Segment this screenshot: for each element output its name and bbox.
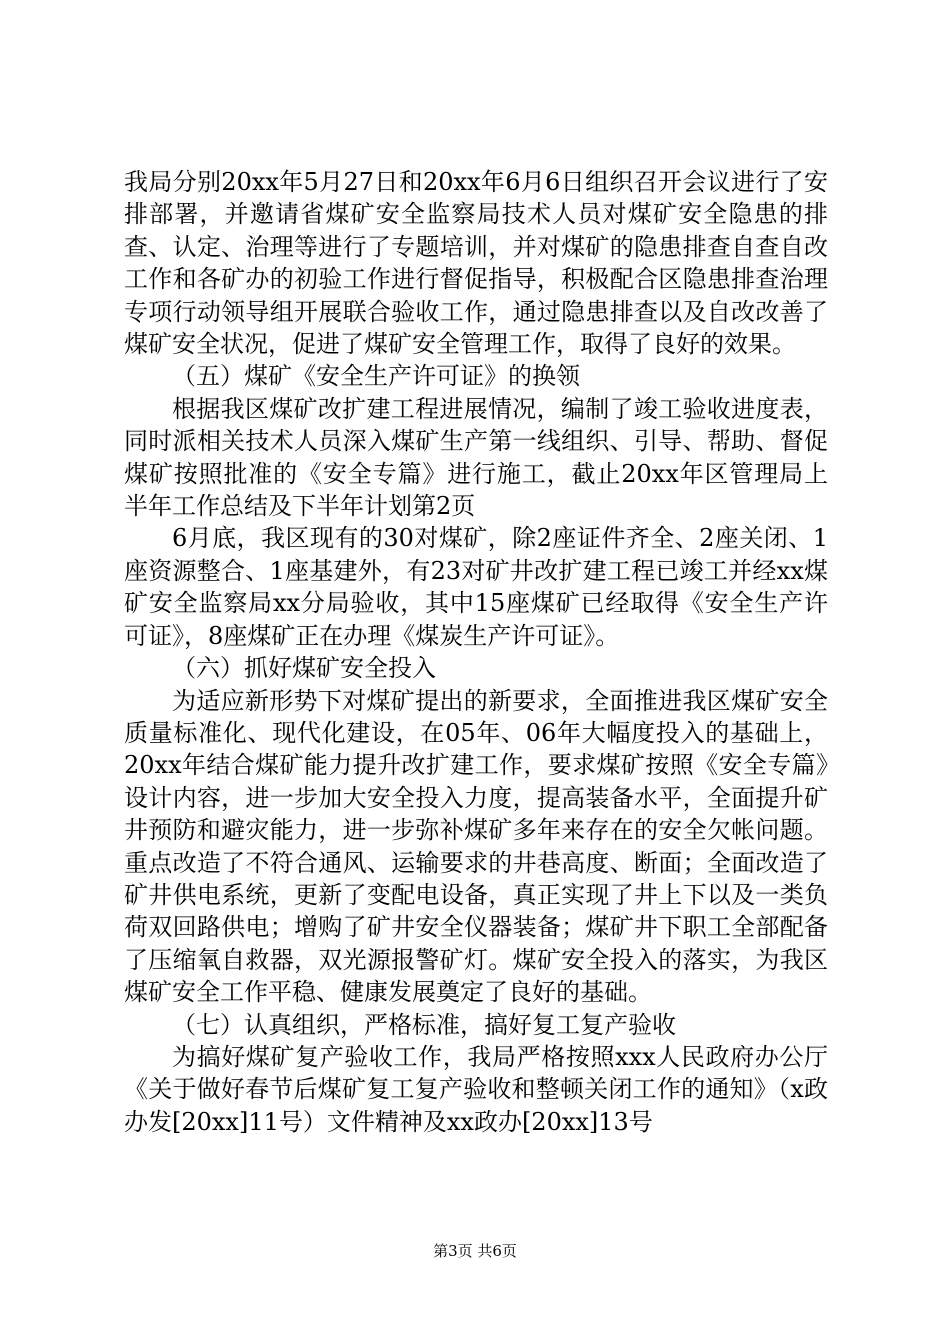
page-footer: 第3页 共6页	[433, 1242, 517, 1260]
document-body	[124, 166, 828, 1138]
section-heading-7: （七）认真组织，严格标准，搞好复工复产验收	[172, 1010, 676, 1039]
section-heading-6: （六）抓好煤矿安全投入	[172, 654, 436, 683]
paragraph-4: 为适应新形势下对煤矿提出的新要求，全面推进我区煤矿安全质量标准化、现代化建设，在05年、06年大幅度投入的基础上，20xx年结合煤矿能力提升改扩建工作，要求煤矿按照《安全专篇》设计内容，进一步加大安全投入力度，提高装备水平，全面提升矿井预防和避灾能力，进一步弥补煤矿多年来存在的安全欠帐问题。重点改造了不符合通风、运输要求的井巷高度、断面；全面改造了矿井供电系统，更新了变配电设备，真正实现了井上下以及一类负荷双回路供电；增购了矿井安全仪器装备；煤矿井下职工全部配备了压缩氧自救器，双光源报警矿灯。煤矿安全投入的落实，为我区煤矿安全工作平稳、健康发展奠定了良好的基础。	[124, 686, 828, 1007]
paragraph-2: 根据我区煤矿改扩建工程进展情况，编制了竣工验收进度表，同时派相关技术人员深入煤矿生产第一线组织、引导、帮助、督促煤矿按照批准的《安全专篇》进行施工，截止20xx年区管理局上半年工作总结及下半年计划第2页	[124, 394, 828, 521]
paragraph-1: 我局分别20xx年5月27日和20xx年6月6日组织召开会议进行了安排部署，并邀请省煤矿安全监察局技术人员对煤矿安全隐患的排查、认定、治理等进行了专题培训，并对煤矿的隐患排查自查自改工作和各矿办的初验工作进行督促指导，积极配合区隐患排查治理专项行动领导组开展联合验收工作，通过隐患排查以及自改改善了煤矿安全状况，促进了煤矿安全管理工作，取得了良好的效果。	[124, 168, 828, 359]
paragraph-5: 为搞好煤矿复产验收工作，我局严格按照xxx人民政府办公厅《关于做好春节后煤矿复工复产验收和整顿关闭工作的通知》（x政办发[20xx]11号）文件精神及xx政办[20xx]13号	[124, 1042, 828, 1136]
paragraph-3: 6月底，我区现有的30对煤矿，除2座证件齐全、2座关闭、1座资源整合、1座基建外，有23对矿井改扩建工程已竣工并经xx煤矿安全监察局xx分局验收，其中15座煤矿已经取得《安全生产许可证》，8座煤矿正在办理《煤炭生产许可证》。	[124, 524, 828, 650]
section-heading-5: （五）煤矿《安全生产许可证》的换领	[172, 362, 580, 391]
